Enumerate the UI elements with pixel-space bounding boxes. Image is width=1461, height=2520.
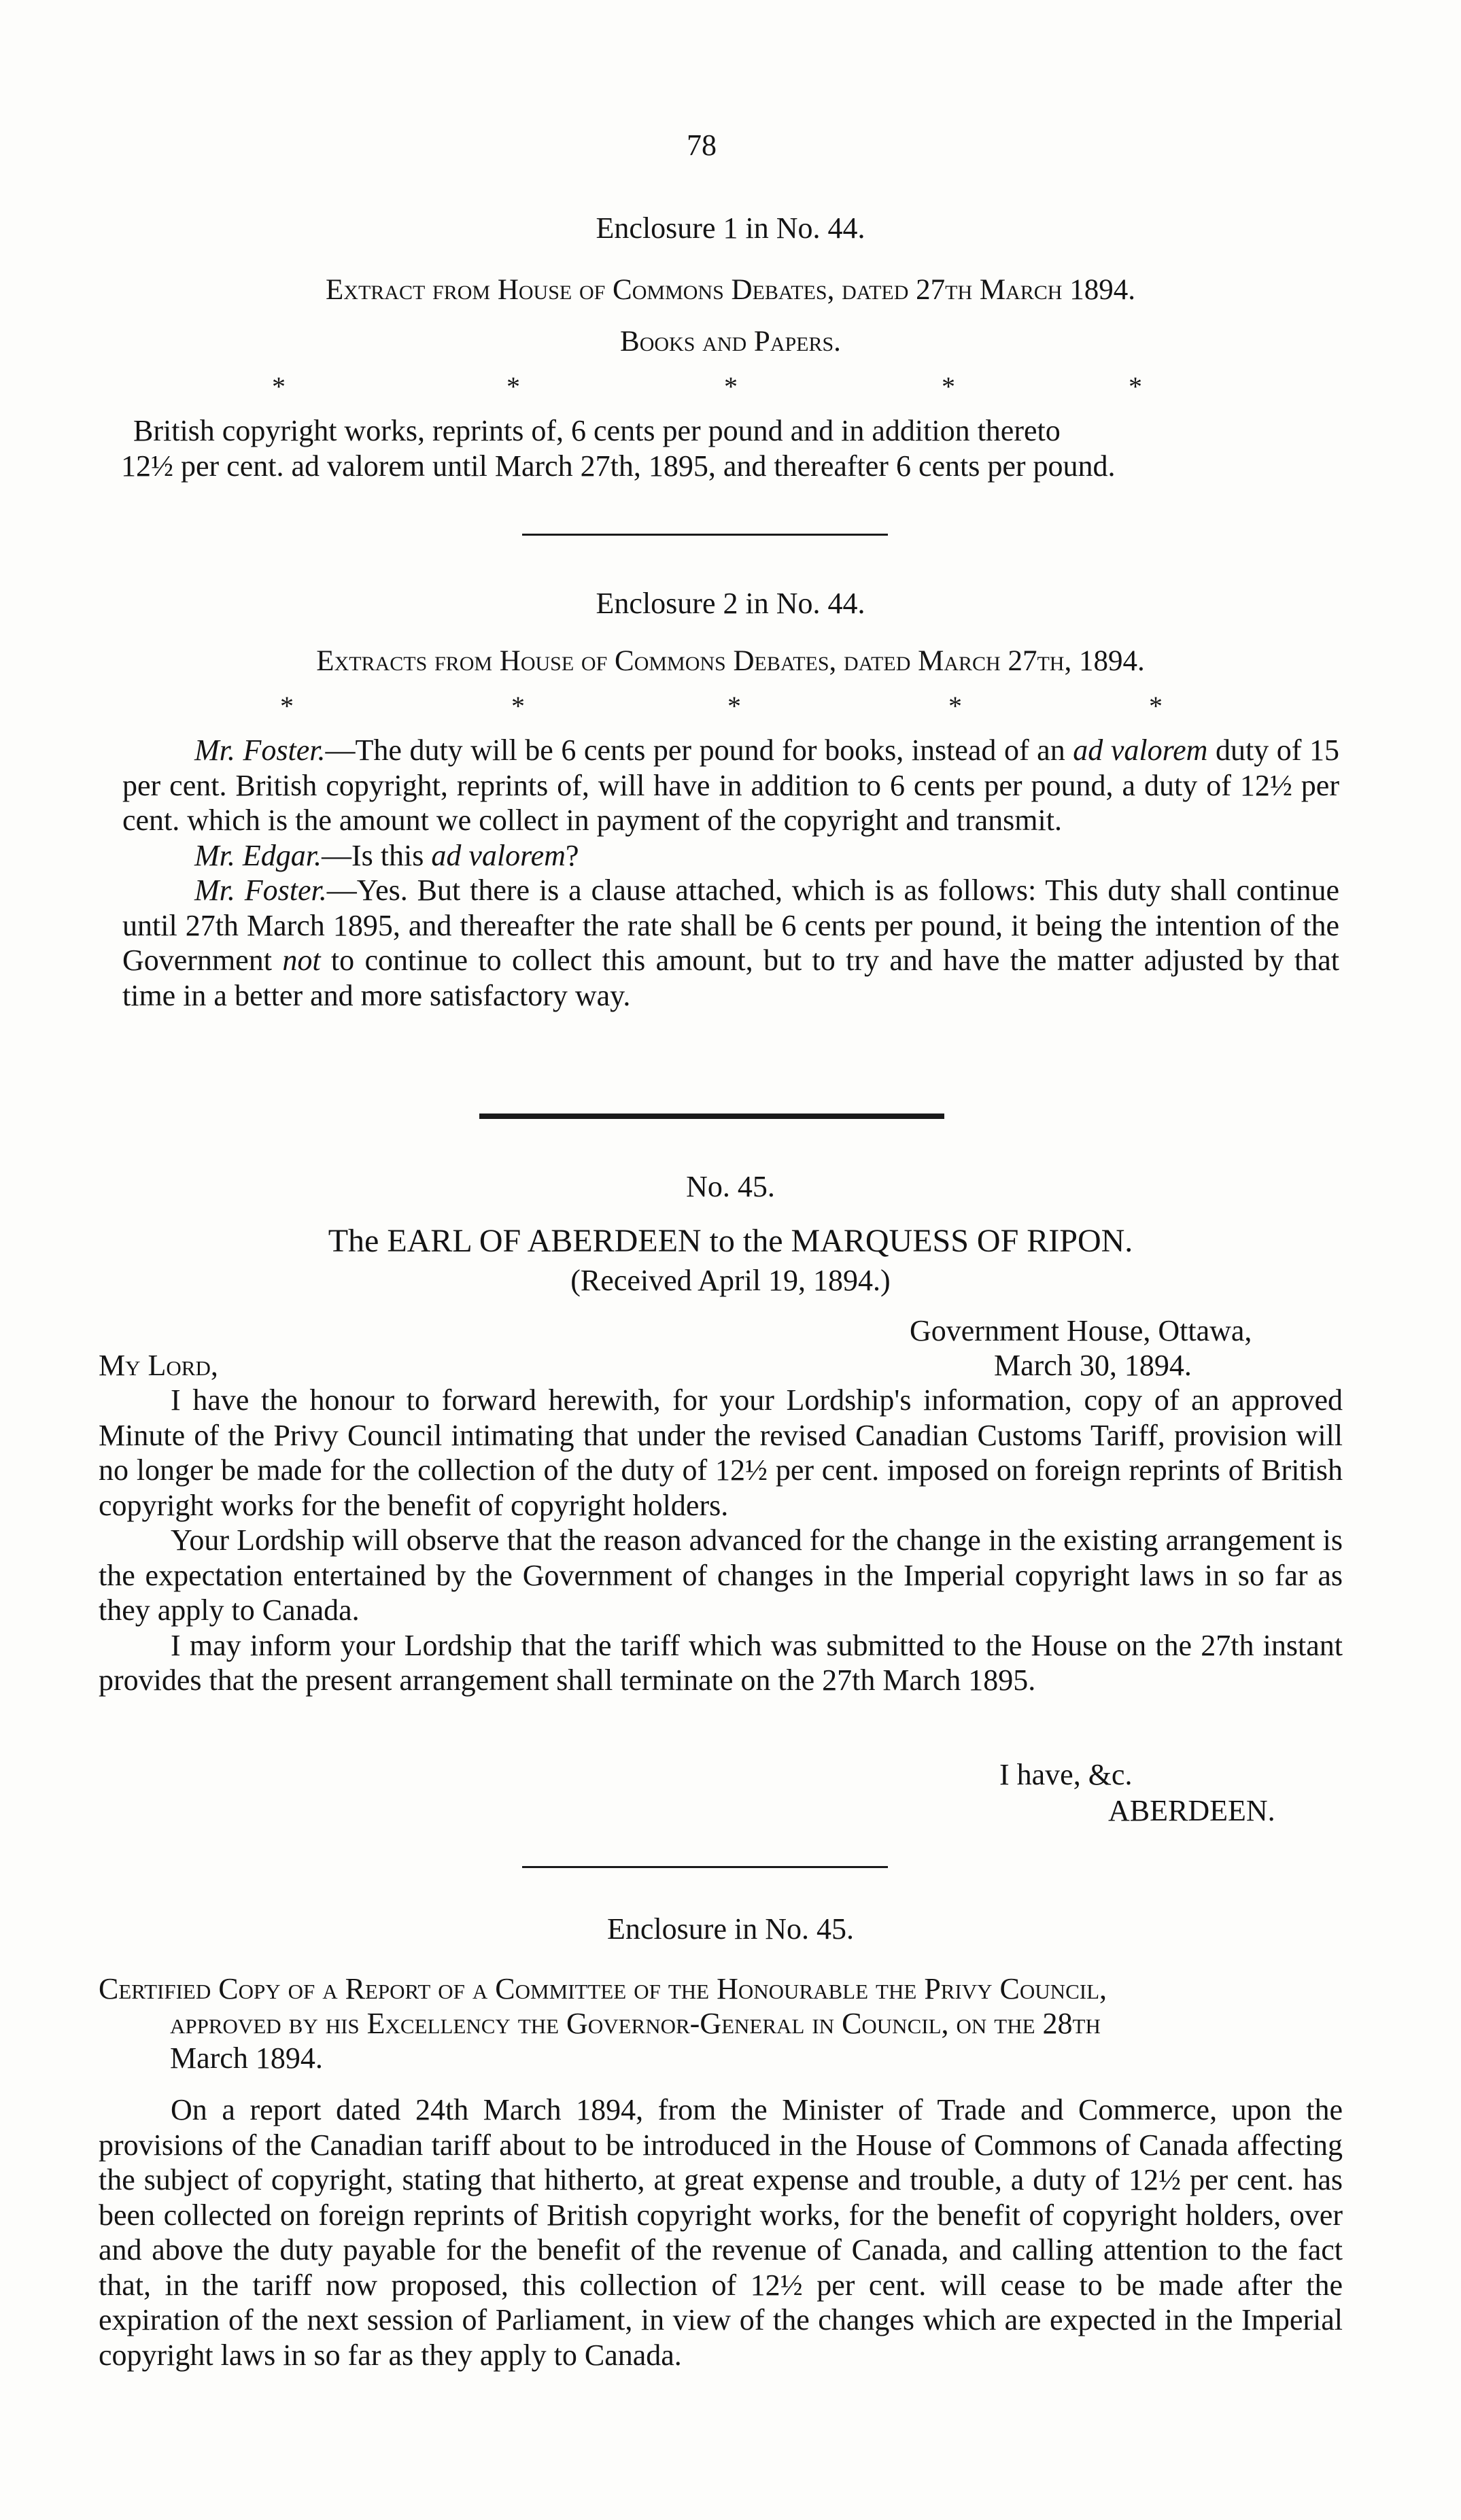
document-page: 78 Enclosure 1 in No. 44. Extract from House of Commons Debates, dated 27th March 1894. Books and Papers. * * * * * British copyright works, reprints of, 6 cents per pound and in addition thereto 12½ per cent. ad valorem until March 27th, 1895, and thereafter 6 cents per pound. Enclosure 2 in No. 44. Extracts from House of Commons Debates, dated March 27th, 1894. * * * * * Mr. Foster.—The duty will be 6 cents per pound for books, instead of an ad valorem duty of 15 per cent. British copyright, reprints of, will have in addition to 6 cents per pound, a duty of 12½ per cent. which is the amount we collect in payment of the copyright and transmit. Mr. Edgar.—Is this ad valorem? Mr. Foster.—Yes. But there is a clause attached, which is as follows: This duty shall continue until 27th March 1895, and thereafter the rate shall be 6 cents per pound, it being the intention of the Government not to continue to collect this amount, but to try and have the matter adjusted by that time in a better and more satisfactory way. No. 45. The EARL OF ABERDEEN to the MARQUESS OF RIPON. (Received April 19, 1894.) Government House, Ottawa, My Lord, March 30, 1894. I have the honour to forward herewith, for your Lordship's information, copy of an approved Minute of the Privy Council intimating that under the revised Canadian Customs Tariff, provision will no longer be made for the collection of the duty of 12½ per cent. imposed on foreign reprints of British copyright works for the benefit of copyright holders. Your Lordship will observe that the reason advanced for the change in the existing arrangement is the expectation entertained by the Government of changes in the Imperial copyright laws in so far as they apply to Canada. I may inform your Lordship that the tariff which was submitted to the House on the 27th instant provides that the present arrangement shall terminate on the 27th March 1895. I have, &c. ABERDEEN. Enclosure in No. 45. Certified Copy of a Report of a Committee of the Honourable the Privy Council, approved by his Excellency the Governor-General in Council, on the 28th March 1894. On a report dated 24th March 1894, from the Minister of Trade and Commerce, upon the provisions of the Canadian tariff about to be introduced in the House of Commons of Canada affecting the subject of copyright, stating that hitherto, at great expense and trouble, a duty of 12½ per cent. has been collected on foreign reprints of British copyright works, for the benefit of copyright holders, over and above the duty payable for the benefit of the revenue of Canada, and calling attention to the fact that, in the tariff now proposed, this collection of 12½ per cent. will cease to be made after the expiration of the next session of Parliament, in view of the changes which are expected in the Imperial copyright laws in so far as they apply to Canada. [0,0,1461,2520]
emphasis-text: not [282,944,321,977]
divider-rule [522,1866,888,1868]
no45-received: (Received April 19, 1894.) [570,1264,891,1297]
enclosure2-extract-title: Extracts from House of Commons Debates, dated March 27th, 1894. [316,645,1145,677]
letter-paragraph-2: Your Lordship will observe that the reason advanced for the change in the existing arrangement is the expectation entertained by the Government of changes in the Imperial copyright laws in so far as they apply to Canada. [99,1523,1343,1627]
report-body [99,2092,1343,2372]
enclosure1-subheading: Books and Papers. [620,326,841,358]
paragraph-text: —The duty will be 6 cents per pound for books, instead of an [325,733,1073,767]
paragraph-text: —Yes. But there is a clause attached, which is as follows: This duty shall continue until 27th March 1895, and thereafter the rate shall be 6 cents per pound, it being the intention of the Government [122,874,1339,977]
page-number: 78 [687,128,717,162]
enclosure2-heading: Enclosure 2 in No. 44. [596,587,865,620]
letter-body [99,1383,1343,1698]
enclosure1-text-line2: 12½ per cent. ad valorem until March 27th, 1895, and thereafter 6 cents per pound. [121,449,1116,483]
letter-place: Government House, Ottawa, [910,1314,1252,1347]
certified-copy-line2: approved by his Excellency the Governor-General in Council, on the 28th [170,2007,1101,2040]
paragraph-text: to continue to collect this amount, but to try and have the matter adjusted by that time in a better and more satisfactory way. [122,944,1339,1012]
debate-paragraph-foster-1 [122,733,1339,838]
certified-copy-line3: March 1894. [170,2041,323,2075]
paragraph-text: —Is this [322,838,432,872]
divider-rule [522,534,888,536]
letter-paragraph-1: I have the honour to forward herewith, for your Lordship's information, copy of an approved Minute of the Privy Council intimating that under the revised Canadian Customs Tariff, provision will no longer be made for the collection of the duty of 12½ per cent. imposed on foreign reprints of British copyright works for the benefit of copyright holders. [99,1383,1343,1522]
speaker-name: Mr. Edgar. [194,838,322,872]
debate-paragraph-edgar [122,838,1339,874]
enclosure1-extract-title: Extract from House of Commons Debates, dated 27th March 1894. [326,274,1135,306]
debate-paragraph-foster-2 [122,873,1339,1013]
letter-signature: ABERDEEN. [1108,1794,1275,1827]
enclosure2-debate [122,733,1339,1013]
enclosure1-heading: Enclosure 1 in No. 44. [596,211,865,245]
emphasis-text: ad valorem [1073,733,1208,767]
no45-title: The EARL OF ABERDEEN to the MARQUESS OF RIPON. [328,1223,1133,1259]
paragraph-text: ? [565,838,579,872]
enclosure1-text-line1: British copyright works, reprints of, 6 cents per pound and in addition thereto [133,414,1061,447]
no45-number: No. 45. [686,1170,775,1203]
letter-salutation: My Lord, [99,1349,218,1382]
letter-paragraph-3: I may inform your Lordship that the tariff which was submitted to the House on the 27th instant provides that the present arrangement shall terminate on the 27th March 1895. [99,1628,1343,1697]
letter-closing: I have, &c. [999,1758,1133,1791]
enclosure45-heading: Enclosure in No. 45. [607,1912,854,1946]
emphasis-text: ad valorem [431,838,566,872]
section-rule-thick [479,1114,944,1119]
letter-date: March 30, 1894. [994,1349,1192,1382]
speaker-name: Mr. Foster. [194,874,327,907]
paragraph-text: duty of 15 per cent. British copyright, reprints of, will have in addition to 6 cents per pound, a duty of 12½ per cent. which is the amount we collect in payment of the copyright and transmit. [122,733,1339,837]
report-paragraph-1: On a report dated 24th March 1894, from the Minister of Trade and Commerce, upon the provisions of the Canadian tariff about to be introduced in the House of Commons of Canada affecting the subject of copyright, stating that hitherto, at great expense and trouble, a duty of 12½ per cent. has been collected on foreign reprints of British copyright works, for the benefit of copyright holders, over and above the duty payable for the benefit of the revenue of Canada, and calling attention to the fact that, in the tariff now proposed, this collection of 12½ per cent. will cease to be made after the expiration of the next session of Parliament, in view of the changes which are expected in the Imperial copyright laws in so far as they apply to Canada. [99,2093,1343,2372]
certified-copy-line1: Certified Copy of a Report of a Committee of the Honourable the Privy Council, [99,1972,1107,2005]
speaker-name: Mr. Foster. [194,733,326,767]
